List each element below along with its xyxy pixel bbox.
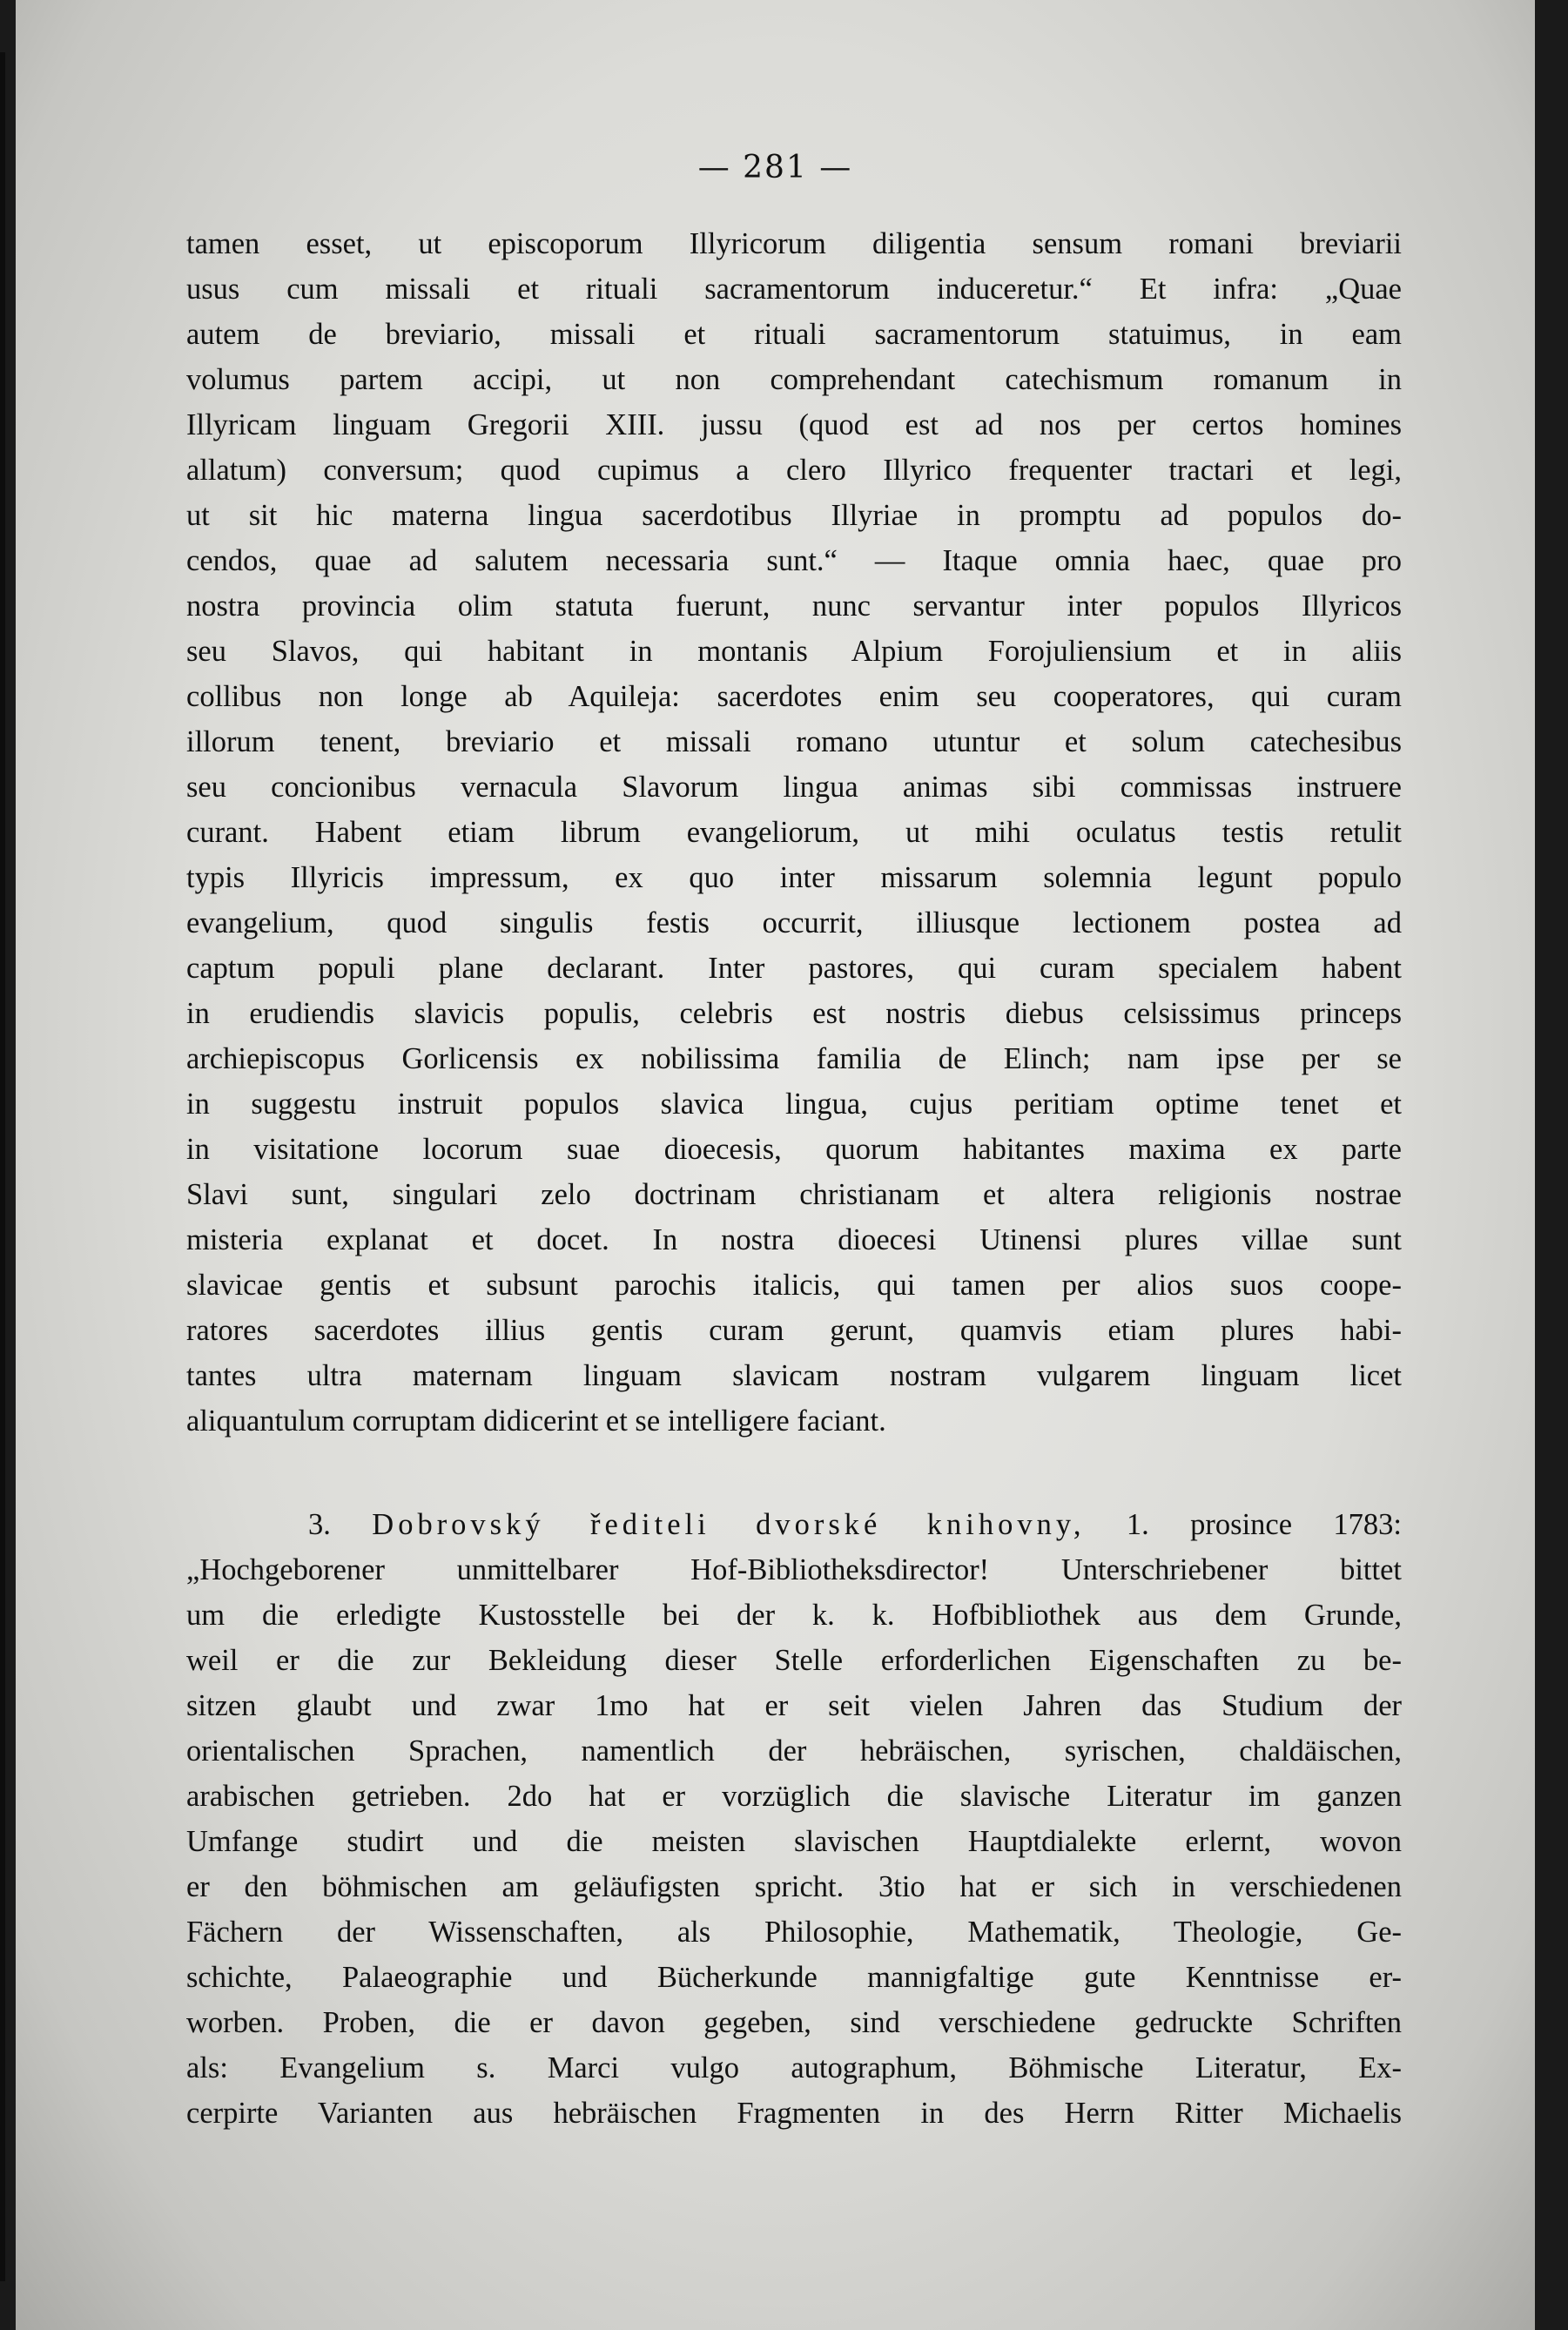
text-line: schichte, Palaeographie und Bücherkunde mannigfaltige gute Kenntnisse er- bbox=[186, 1961, 1402, 1994]
section-date: 1. prosince 1783: bbox=[1126, 1508, 1403, 1541]
text-line: allatum) conversum; quod cupimus a clero Illyrico frequenter tractari et legi, bbox=[186, 454, 1402, 487]
text-line: orientalischen Sprachen, namentlich der hebräischen, syrischen, chaldäischen, bbox=[186, 1734, 1402, 1768]
text-line: er den böhmischen am geläufigsten spricht. 3tio hat er sich in verschiedenen bbox=[186, 1870, 1402, 1903]
text-line: nostra provincia olim statuta fuerunt, nunc servantur inter populos Illyricos bbox=[186, 589, 1402, 623]
text-line: weil er die zur Bekleidung dieser Stelle erforderlichen Eigenschaften zu be- bbox=[186, 1644, 1402, 1677]
page-number: — 281 — bbox=[697, 150, 853, 185]
text-line: cerpirte Varianten aus hebräischen Fragmenten in des Herrn Ritter Michaelis bbox=[186, 2097, 1402, 2130]
letter-section bbox=[186, 1502, 1402, 2136]
text-line: seu concionibus vernacula Slavorum lingua animas sibi commissas instruere bbox=[186, 771, 1402, 804]
section-number: 3. bbox=[308, 1508, 331, 1541]
scanned-page bbox=[16, 0, 1535, 2330]
text-line: cendos, quae ad salutem necessaria sunt.“ — Itaque omnia haec, quae pro bbox=[186, 544, 1402, 577]
text-line: captum populi plane declarant. Inter pastores, qui curam specialem habent bbox=[186, 952, 1402, 985]
text-line: in suggestu instruit populos slavica lingua, cujus peritiam optime tenet et bbox=[186, 1088, 1402, 1121]
text-line: aliquantulum corruptam didicerint et se intelligere faciant. bbox=[186, 1404, 886, 1438]
text-line: misteria explanat et docet. In nostra dioecesi Utinensi plures villae sunt bbox=[186, 1223, 1402, 1256]
text-line: typis Illyricis impressum, ex quo inter missarum solemnia legunt populo bbox=[186, 861, 1402, 894]
text-line: in visitatione locorum suae dioecesis, quorum habitantes maxima ex parte bbox=[186, 1133, 1402, 1166]
text-line: in erudiendis slavicis populis, celebris est nostris diebus celsissimus princeps bbox=[186, 997, 1402, 1030]
scan-left-edge bbox=[0, 52, 5, 2281]
text-line: curant. Habent etiam librum evangeliorum, ut mihi oculatus testis retulit bbox=[186, 816, 1402, 849]
section-title-spaced: Dobrovský řediteli dvorské knihovny, bbox=[372, 1508, 1086, 1541]
text-line: ut sit hic materna lingua sacerdotibus Illyriae in promptu ad populos do- bbox=[186, 499, 1402, 532]
text-line: ratores sacerdotes illius gentis curam gerunt, quamvis etiam plures habi- bbox=[186, 1314, 1402, 1347]
text-line: Slavi sunt, singulari zelo doctrinam christianam et altera religionis nostrae bbox=[186, 1178, 1402, 1211]
text-line: Umfange studirt und die meisten slavischen Hauptdialekte erlernt, wovon bbox=[186, 1825, 1402, 1858]
text-line: arabischen getrieben. 2do hat er vorzüglich die slavische Literatur im ganzen bbox=[186, 1780, 1402, 1813]
text-line: „Hochgeborener unmittelbarer Hof-Bibliotheksdirector! Unterschriebener bittet bbox=[186, 1553, 1402, 1586]
text-line: slavicae gentis et subsunt parochis italicis, qui tamen per alios suos coope- bbox=[186, 1269, 1402, 1302]
text-line: worben. Proben, die er davon gegeben, sind verschiedene gedruckte Schriften bbox=[186, 2006, 1402, 2039]
text-line: Illyricam linguam Gregorii XIII. jussu (quod est ad nos per certos homines bbox=[186, 408, 1402, 441]
section-heading bbox=[186, 1502, 1402, 1547]
text-line: usus cum missali et rituali sacramentorum induceretur.“ Et infra: „Quae bbox=[186, 273, 1402, 306]
text-line: archiepiscopus Gorlicensis ex nobilissima familia de Elinch; nam ipse per se bbox=[186, 1042, 1402, 1075]
text-line: sitzen glaubt und zwar 1mo hat er seit vielen Jahren das Studium der bbox=[186, 1689, 1402, 1722]
text-line: illorum tenent, breviario et missali romano utuntur et solum catechesibus bbox=[186, 725, 1402, 758]
text-line: tantes ultra maternam linguam slavicam nostram vulgarem linguam licet bbox=[186, 1359, 1402, 1392]
latin-quotation-block bbox=[186, 221, 1402, 1444]
text-line: seu Slavos, qui habitant in montanis Alpium Forojuliensium et in aliis bbox=[186, 635, 1402, 668]
text-line: um die erledigte Kustosstelle bei der k. k. Hofbibliothek aus dem Grunde, bbox=[186, 1599, 1402, 1632]
text-line: Fächern der Wissenschaften, als Philosophie, Mathematik, Theologie, Ge- bbox=[186, 1916, 1402, 1949]
text-line: autem de breviario, missali et rituali sacramentorum statuimus, in eam bbox=[186, 318, 1402, 351]
text-line: tamen esset, ut episcoporum Illyricorum diligentia sensum romani breviarii bbox=[186, 227, 1402, 260]
text-line: evangelium, quod singulis festis occurrit, illiusque lectionem postea ad bbox=[186, 906, 1402, 939]
text-line: volumus partem accipi, ut non comprehendant catechismum romanum in bbox=[186, 363, 1402, 396]
text-line: als: Evangelium s. Marci vulgo autographum, Böhmische Literatur, Ex- bbox=[186, 2051, 1402, 2084]
text-line: collibus non longe ab Aquileja: sacerdotes enim seu cooperatores, qui curam bbox=[186, 680, 1402, 713]
